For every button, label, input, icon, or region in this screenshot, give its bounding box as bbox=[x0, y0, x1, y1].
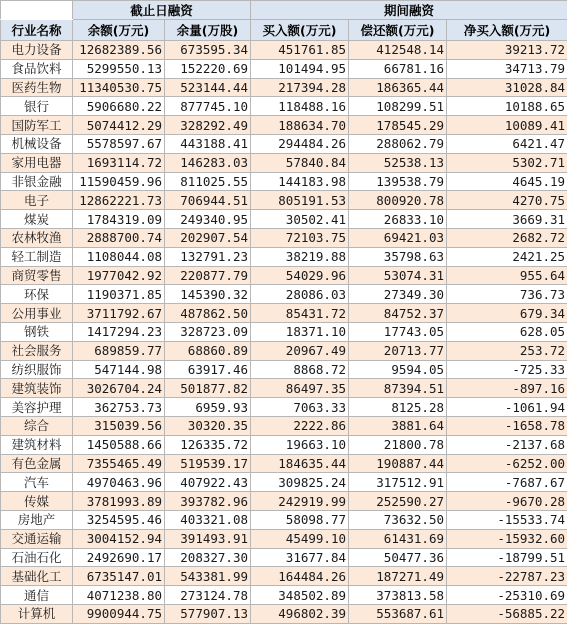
repay-cell: 35798.63 bbox=[349, 247, 447, 266]
header-group-row bbox=[1, 1, 567, 20]
header-industry: 行业名称 bbox=[1, 20, 73, 41]
net-buy-cell: -1658.78 bbox=[447, 416, 567, 435]
industry-cell: 传媒 bbox=[1, 492, 73, 511]
buy-cell: 101494.95 bbox=[251, 59, 349, 78]
balance-volume-cell: 152220.69 bbox=[165, 59, 251, 78]
balance-volume-cell: 403321.08 bbox=[165, 510, 251, 529]
table-row bbox=[1, 604, 567, 623]
repay-cell: 187271.49 bbox=[349, 567, 447, 586]
table-row bbox=[1, 78, 567, 97]
balance-amount-cell: 1417294.23 bbox=[73, 322, 165, 341]
table-row bbox=[1, 510, 567, 529]
balance-amount-cell: 547144.98 bbox=[73, 360, 165, 379]
repay-cell: 52538.13 bbox=[349, 153, 447, 172]
net-buy-cell: -18799.51 bbox=[447, 548, 567, 567]
balance-volume-cell: 577907.13 bbox=[165, 604, 251, 623]
net-buy-cell: 10188.65 bbox=[447, 97, 567, 116]
table-row bbox=[1, 529, 567, 548]
industry-cell: 交通运输 bbox=[1, 529, 73, 548]
repay-cell: 87394.51 bbox=[349, 379, 447, 398]
repay-cell: 20713.77 bbox=[349, 341, 447, 360]
net-buy-cell: 2421.25 bbox=[447, 247, 567, 266]
industry-cell: 医药生物 bbox=[1, 78, 73, 97]
industry-cell: 轻工制造 bbox=[1, 247, 73, 266]
repay-cell: 21800.78 bbox=[349, 435, 447, 454]
balance-volume-cell: 132791.23 bbox=[165, 247, 251, 266]
balance-volume-cell: 877745.10 bbox=[165, 97, 251, 116]
balance-amount-cell: 12862221.73 bbox=[73, 191, 165, 210]
balance-volume-cell: 328723.09 bbox=[165, 322, 251, 341]
table-row bbox=[1, 567, 567, 586]
balance-volume-cell: 393782.96 bbox=[165, 492, 251, 511]
balance-volume-cell: 208327.30 bbox=[165, 548, 251, 567]
balance-amount-cell: 12682389.56 bbox=[73, 41, 165, 60]
table-row bbox=[1, 191, 567, 210]
buy-cell: 30502.41 bbox=[251, 210, 349, 229]
repay-cell: 61431.69 bbox=[349, 529, 447, 548]
buy-cell: 184635.44 bbox=[251, 454, 349, 473]
buy-cell: 309825.24 bbox=[251, 473, 349, 492]
net-buy-cell: 10089.41 bbox=[447, 116, 567, 135]
balance-volume-cell: 706944.51 bbox=[165, 191, 251, 210]
net-buy-cell: 679.34 bbox=[447, 304, 567, 323]
buy-cell: 20967.49 bbox=[251, 341, 349, 360]
balance-amount-cell: 9900944.75 bbox=[73, 604, 165, 623]
buy-cell: 164484.26 bbox=[251, 567, 349, 586]
balance-amount-cell: 1450588.66 bbox=[73, 435, 165, 454]
balance-amount-cell: 6735147.01 bbox=[73, 567, 165, 586]
buy-cell: 805191.53 bbox=[251, 191, 349, 210]
balance-amount-cell: 7355465.49 bbox=[73, 454, 165, 473]
repay-cell: 66781.16 bbox=[349, 59, 447, 78]
header-balance-amount: 余额(万元) bbox=[73, 20, 165, 41]
buy-cell: 242919.99 bbox=[251, 492, 349, 511]
table-row bbox=[1, 454, 567, 473]
industry-cell: 银行 bbox=[1, 97, 73, 116]
industry-cell: 有色金属 bbox=[1, 454, 73, 473]
buy-cell: 496802.39 bbox=[251, 604, 349, 623]
net-buy-cell: 2682.72 bbox=[447, 228, 567, 247]
table-row bbox=[1, 586, 567, 605]
industry-cell: 建筑材料 bbox=[1, 435, 73, 454]
buy-cell: 7063.33 bbox=[251, 398, 349, 417]
repay-cell: 50477.36 bbox=[349, 548, 447, 567]
industry-cell: 社会服务 bbox=[1, 341, 73, 360]
buy-cell: 57840.84 bbox=[251, 153, 349, 172]
balance-amount-cell: 1977042.92 bbox=[73, 266, 165, 285]
net-buy-cell: -56885.22 bbox=[447, 604, 567, 623]
balance-volume-cell: 328292.49 bbox=[165, 116, 251, 135]
balance-amount-cell: 11340530.75 bbox=[73, 78, 165, 97]
balance-volume-cell: 501877.82 bbox=[165, 379, 251, 398]
repay-cell: 84752.37 bbox=[349, 304, 447, 323]
header-corner bbox=[1, 1, 73, 20]
table-row bbox=[1, 360, 567, 379]
industry-cell: 通信 bbox=[1, 586, 73, 605]
buy-cell: 18371.10 bbox=[251, 322, 349, 341]
table-row bbox=[1, 285, 567, 304]
net-buy-cell: 3669.31 bbox=[447, 210, 567, 229]
buy-cell: 294484.26 bbox=[251, 134, 349, 153]
table-row bbox=[1, 41, 567, 60]
balance-amount-cell: 689859.77 bbox=[73, 341, 165, 360]
industry-cell: 商贸零售 bbox=[1, 266, 73, 285]
repay-cell: 17743.05 bbox=[349, 322, 447, 341]
balance-volume-cell: 145390.32 bbox=[165, 285, 251, 304]
balance-amount-cell: 1693114.72 bbox=[73, 153, 165, 172]
repay-cell: 8125.28 bbox=[349, 398, 447, 417]
header-group-period: 期间融资 bbox=[251, 1, 567, 20]
table-row bbox=[1, 416, 567, 435]
net-buy-cell: -897.16 bbox=[447, 379, 567, 398]
repay-cell: 73632.50 bbox=[349, 510, 447, 529]
balance-amount-cell: 1108044.08 bbox=[73, 247, 165, 266]
industry-cell: 美容护理 bbox=[1, 398, 73, 417]
balance-amount-cell: 4071238.80 bbox=[73, 586, 165, 605]
net-buy-cell: 253.72 bbox=[447, 341, 567, 360]
balance-volume-cell: 391493.91 bbox=[165, 529, 251, 548]
header-net-buy: 净买入额(万元) bbox=[447, 20, 567, 41]
balance-volume-cell: 126335.72 bbox=[165, 435, 251, 454]
net-buy-cell: 5302.71 bbox=[447, 153, 567, 172]
industry-cell: 建筑装饰 bbox=[1, 379, 73, 398]
net-buy-cell: 34713.79 bbox=[447, 59, 567, 78]
repay-cell: 252590.27 bbox=[349, 492, 447, 511]
net-buy-cell: 628.05 bbox=[447, 322, 567, 341]
net-buy-cell: -6252.00 bbox=[447, 454, 567, 473]
table-row bbox=[1, 210, 567, 229]
buy-cell: 28086.03 bbox=[251, 285, 349, 304]
balance-amount-cell: 11590459.96 bbox=[73, 172, 165, 191]
industry-cell: 环保 bbox=[1, 285, 73, 304]
header-buy: 买入额(万元) bbox=[251, 20, 349, 41]
table-row bbox=[1, 473, 567, 492]
buy-cell: 45499.10 bbox=[251, 529, 349, 548]
net-buy-cell: 736.73 bbox=[447, 285, 567, 304]
industry-cell: 房地产 bbox=[1, 510, 73, 529]
repay-cell: 373813.58 bbox=[349, 586, 447, 605]
balance-amount-cell: 3026704.24 bbox=[73, 379, 165, 398]
buy-cell: 58098.77 bbox=[251, 510, 349, 529]
repay-cell: 69421.03 bbox=[349, 228, 447, 247]
balance-amount-cell: 315039.56 bbox=[73, 416, 165, 435]
balance-amount-cell: 2492690.17 bbox=[73, 548, 165, 567]
net-buy-cell: -9670.28 bbox=[447, 492, 567, 511]
industry-cell: 农林牧渔 bbox=[1, 228, 73, 247]
balance-volume-cell: 220877.79 bbox=[165, 266, 251, 285]
industry-cell: 综合 bbox=[1, 416, 73, 435]
industry-cell: 家用电器 bbox=[1, 153, 73, 172]
industry-cell: 食品饮料 bbox=[1, 59, 73, 78]
industry-cell: 基础化工 bbox=[1, 567, 73, 586]
industry-cell: 钢铁 bbox=[1, 322, 73, 341]
buy-cell: 118488.16 bbox=[251, 97, 349, 116]
balance-amount-cell: 5906680.22 bbox=[73, 97, 165, 116]
buy-cell: 72103.75 bbox=[251, 228, 349, 247]
buy-cell: 217394.28 bbox=[251, 78, 349, 97]
buy-cell: 86497.35 bbox=[251, 379, 349, 398]
industry-cell: 电力设备 bbox=[1, 41, 73, 60]
net-buy-cell: 955.64 bbox=[447, 266, 567, 285]
balance-volume-cell: 63917.46 bbox=[165, 360, 251, 379]
balance-volume-cell: 523144.44 bbox=[165, 78, 251, 97]
repay-cell: 186365.44 bbox=[349, 78, 447, 97]
balance-amount-cell: 3711792.67 bbox=[73, 304, 165, 323]
buy-cell: 85431.72 bbox=[251, 304, 349, 323]
repay-cell: 139538.79 bbox=[349, 172, 447, 191]
industry-cell: 电子 bbox=[1, 191, 73, 210]
balance-volume-cell: 673595.34 bbox=[165, 41, 251, 60]
buy-cell: 54029.96 bbox=[251, 266, 349, 285]
industry-cell: 非银金融 bbox=[1, 172, 73, 191]
balance-volume-cell: 146283.03 bbox=[165, 153, 251, 172]
balance-volume-cell: 443188.41 bbox=[165, 134, 251, 153]
repay-cell: 108299.51 bbox=[349, 97, 447, 116]
table-body bbox=[1, 41, 567, 624]
buy-cell: 348502.89 bbox=[251, 586, 349, 605]
net-buy-cell: -25310.69 bbox=[447, 586, 567, 605]
repay-cell: 553687.61 bbox=[349, 604, 447, 623]
net-buy-cell: -1061.94 bbox=[447, 398, 567, 417]
balance-amount-cell: 3254595.46 bbox=[73, 510, 165, 529]
table-row bbox=[1, 435, 567, 454]
balance-amount-cell: 1784319.09 bbox=[73, 210, 165, 229]
balance-volume-cell: 30320.35 bbox=[165, 416, 251, 435]
balance-volume-cell: 519539.17 bbox=[165, 454, 251, 473]
net-buy-cell: -22787.23 bbox=[447, 567, 567, 586]
net-buy-cell: 4645.19 bbox=[447, 172, 567, 191]
buy-cell: 2222.86 bbox=[251, 416, 349, 435]
industry-cell: 机械设备 bbox=[1, 134, 73, 153]
buy-cell: 451761.85 bbox=[251, 41, 349, 60]
balance-amount-cell: 5299550.13 bbox=[73, 59, 165, 78]
balance-amount-cell: 5578597.67 bbox=[73, 134, 165, 153]
net-buy-cell: -7687.67 bbox=[447, 473, 567, 492]
table-header bbox=[1, 1, 567, 41]
balance-amount-cell: 3004152.94 bbox=[73, 529, 165, 548]
balance-amount-cell: 2888700.74 bbox=[73, 228, 165, 247]
net-buy-cell: 31028.84 bbox=[447, 78, 567, 97]
balance-amount-cell: 362753.73 bbox=[73, 398, 165, 417]
balance-amount-cell: 3781993.89 bbox=[73, 492, 165, 511]
repay-cell: 27349.30 bbox=[349, 285, 447, 304]
balance-amount-cell: 5074412.29 bbox=[73, 116, 165, 135]
buy-cell: 19663.10 bbox=[251, 435, 349, 454]
repay-cell: 800920.78 bbox=[349, 191, 447, 210]
net-buy-cell: 6421.47 bbox=[447, 134, 567, 153]
table-row bbox=[1, 548, 567, 567]
buy-cell: 188634.70 bbox=[251, 116, 349, 135]
table-row bbox=[1, 172, 567, 191]
balance-amount-cell: 4970463.96 bbox=[73, 473, 165, 492]
table-row bbox=[1, 492, 567, 511]
industry-cell: 煤炭 bbox=[1, 210, 73, 229]
net-buy-cell: 4270.75 bbox=[447, 191, 567, 210]
balance-volume-cell: 249340.95 bbox=[165, 210, 251, 229]
table-row bbox=[1, 304, 567, 323]
buy-cell: 8868.72 bbox=[251, 360, 349, 379]
table-row bbox=[1, 228, 567, 247]
table-row bbox=[1, 134, 567, 153]
industry-cell: 纺织服饰 bbox=[1, 360, 73, 379]
buy-cell: 31677.84 bbox=[251, 548, 349, 567]
repay-cell: 317512.91 bbox=[349, 473, 447, 492]
balance-volume-cell: 6959.93 bbox=[165, 398, 251, 417]
industry-cell: 国防军工 bbox=[1, 116, 73, 135]
table-row bbox=[1, 341, 567, 360]
table-row bbox=[1, 59, 567, 78]
net-buy-cell: -15533.74 bbox=[447, 510, 567, 529]
repay-cell: 178545.29 bbox=[349, 116, 447, 135]
table-row bbox=[1, 116, 567, 135]
repay-cell: 3881.64 bbox=[349, 416, 447, 435]
balance-volume-cell: 543381.99 bbox=[165, 567, 251, 586]
industry-cell: 计算机 bbox=[1, 604, 73, 623]
balance-volume-cell: 407922.43 bbox=[165, 473, 251, 492]
net-buy-cell: -15932.60 bbox=[447, 529, 567, 548]
net-buy-cell: -2137.68 bbox=[447, 435, 567, 454]
table-row bbox=[1, 398, 567, 417]
repay-cell: 53074.31 bbox=[349, 266, 447, 285]
header-column-row bbox=[1, 20, 567, 41]
balance-volume-cell: 811025.55 bbox=[165, 172, 251, 191]
header-group-balance: 截止日融资 bbox=[73, 1, 251, 20]
table-row bbox=[1, 322, 567, 341]
repay-cell: 288062.79 bbox=[349, 134, 447, 153]
table-row bbox=[1, 266, 567, 285]
table-row bbox=[1, 247, 567, 266]
balance-volume-cell: 68860.89 bbox=[165, 341, 251, 360]
net-buy-cell: -725.33 bbox=[447, 360, 567, 379]
balance-volume-cell: 202907.54 bbox=[165, 228, 251, 247]
table-row bbox=[1, 97, 567, 116]
repay-cell: 190887.44 bbox=[349, 454, 447, 473]
balance-volume-cell: 487862.50 bbox=[165, 304, 251, 323]
repay-cell: 9594.05 bbox=[349, 360, 447, 379]
buy-cell: 144183.98 bbox=[251, 172, 349, 191]
net-buy-cell: 39213.72 bbox=[447, 41, 567, 60]
header-repay: 偿还额(万元) bbox=[349, 20, 447, 41]
repay-cell: 412548.14 bbox=[349, 41, 447, 60]
industry-cell: 汽车 bbox=[1, 473, 73, 492]
balance-volume-cell: 273124.78 bbox=[165, 586, 251, 605]
table-row bbox=[1, 153, 567, 172]
header-balance-volume: 余量(万股) bbox=[165, 20, 251, 41]
industry-cell: 公用事业 bbox=[1, 304, 73, 323]
buy-cell: 38219.88 bbox=[251, 247, 349, 266]
repay-cell: 26833.10 bbox=[349, 210, 447, 229]
industry-cell: 石油石化 bbox=[1, 548, 73, 567]
table-row bbox=[1, 379, 567, 398]
balance-amount-cell: 1190371.85 bbox=[73, 285, 165, 304]
